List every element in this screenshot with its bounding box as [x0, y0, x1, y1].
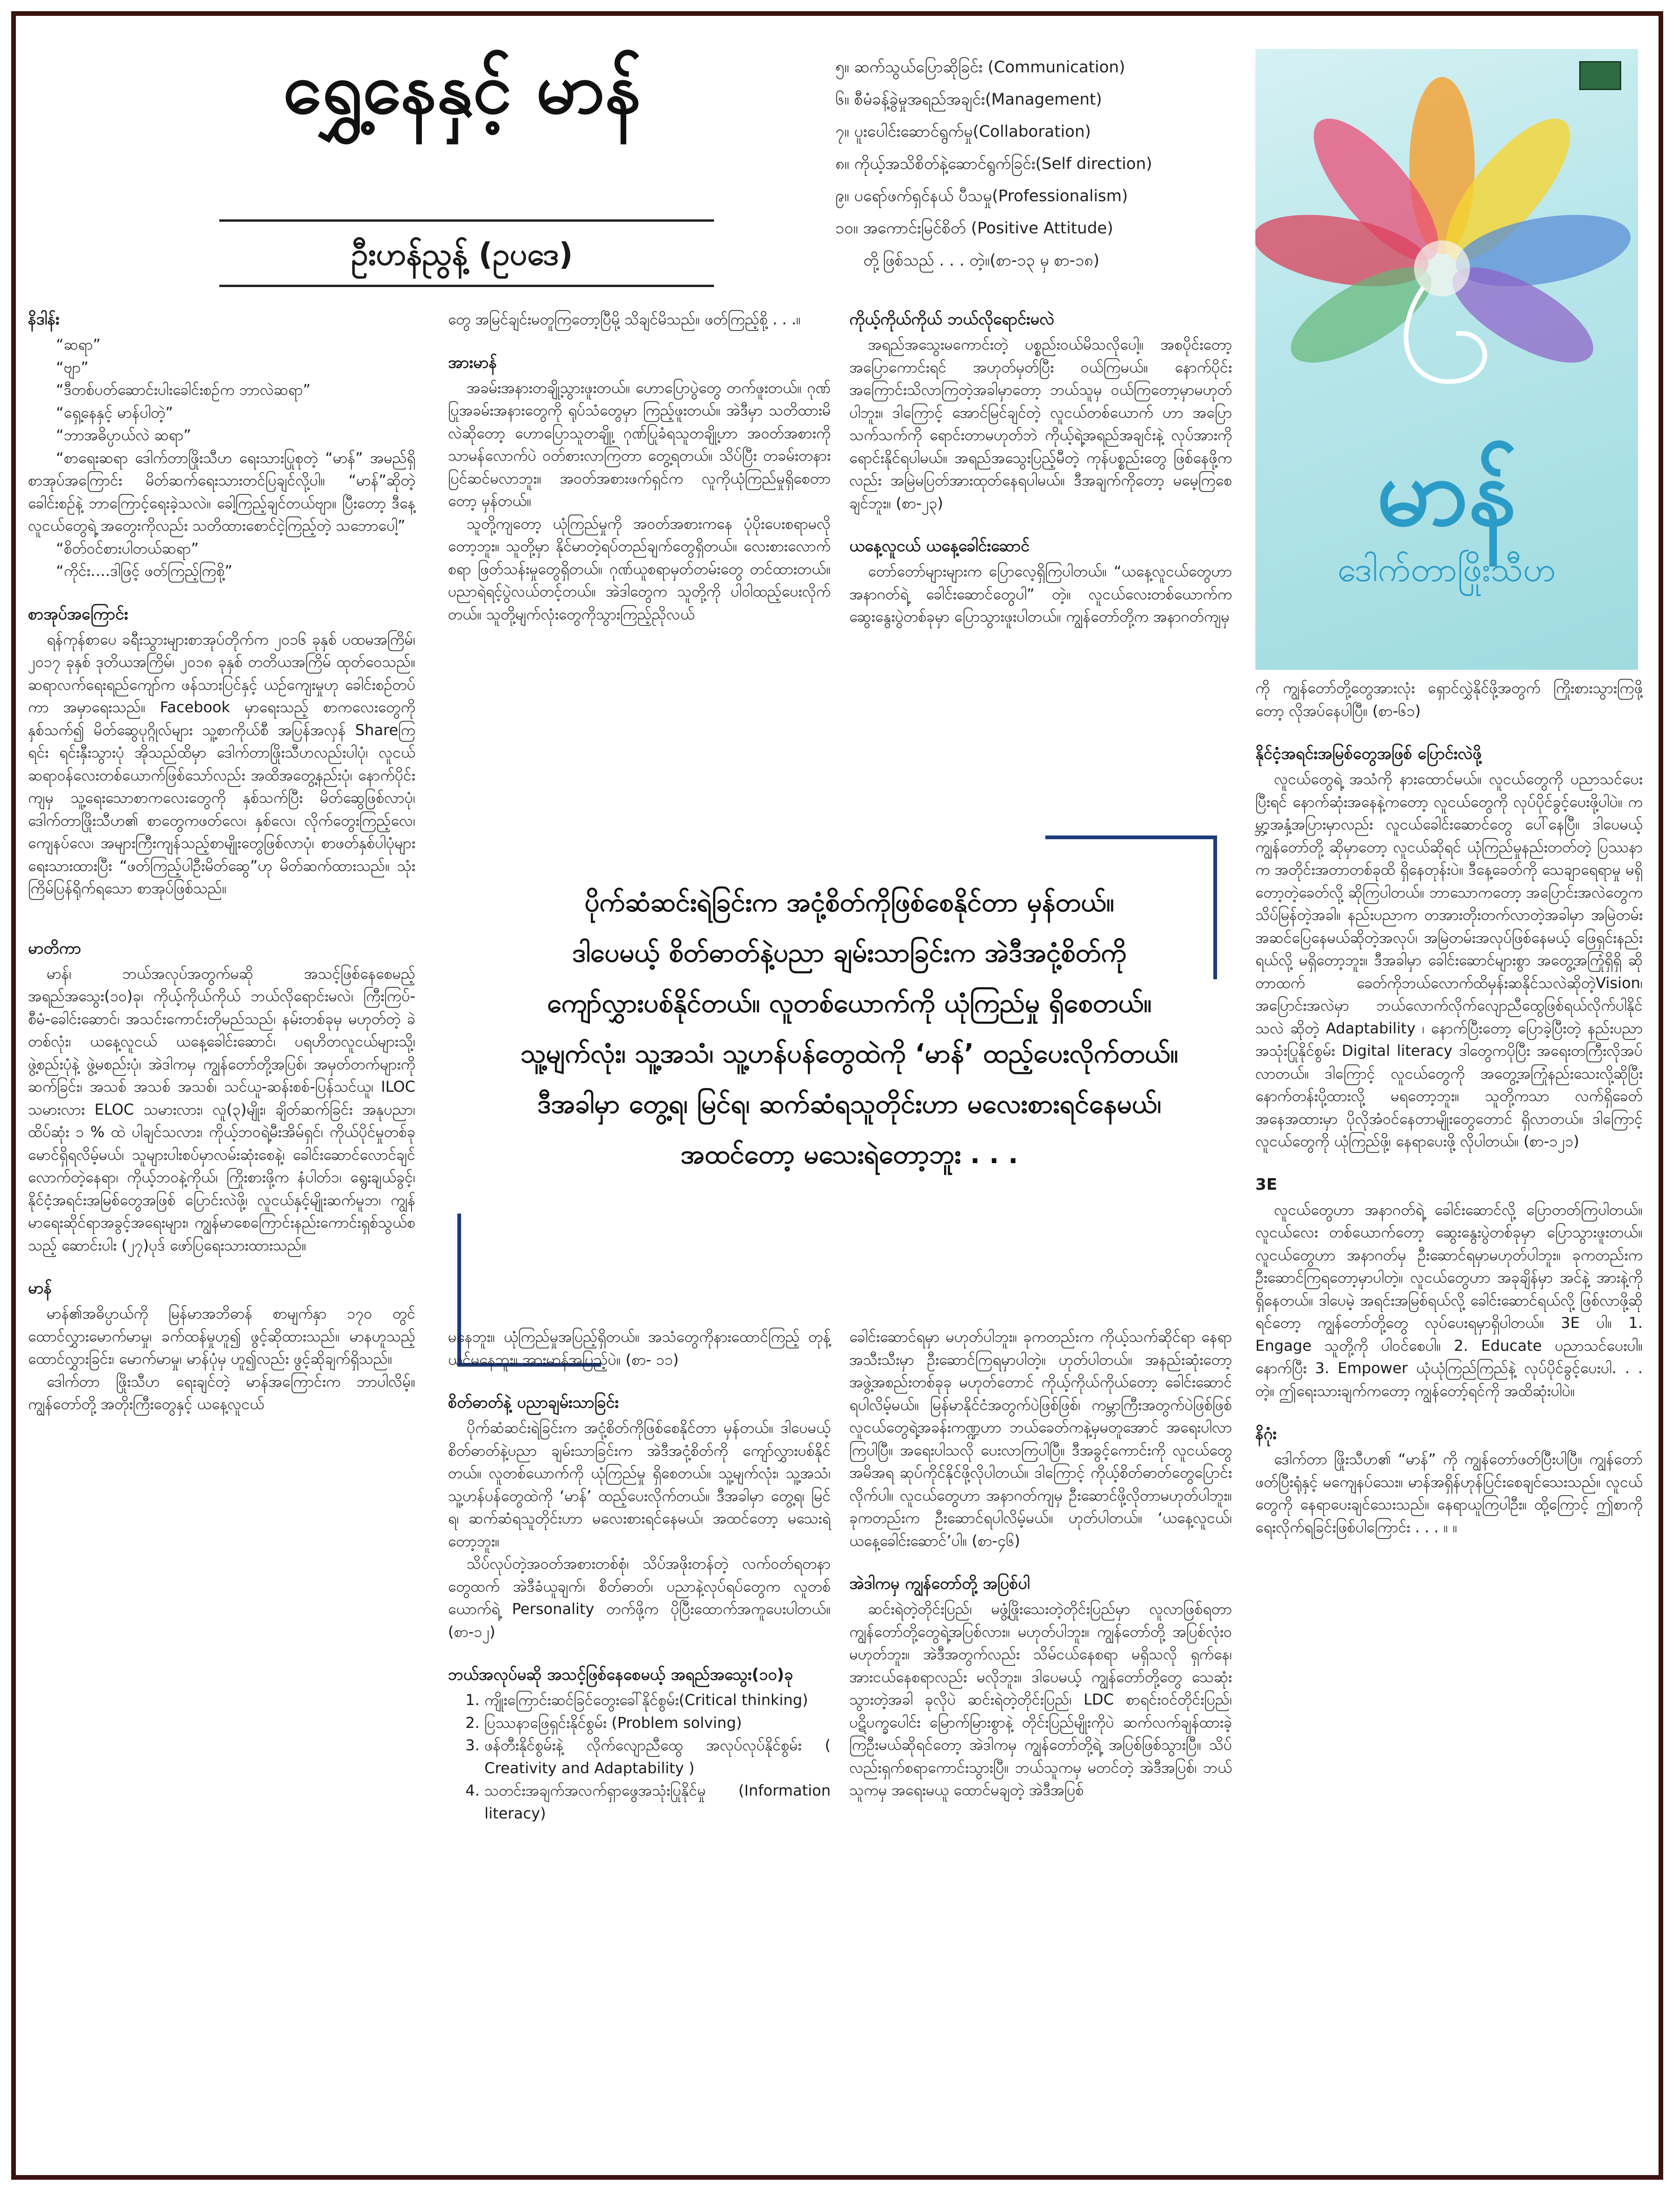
- dialogue-line: “စိတ်ဝင်စားပါတယ်ဆရာ”: [56, 539, 199, 557]
- title-rule-bottom: [219, 285, 714, 287]
- pull-quote-line: သူ့မျက်လုံး၊ သူ့အသံ၊ သူ့ဟန်ပန်တွေထဲကို ‘မာန်’ ထည့်ပေးလိုက်တယ်။: [520, 1039, 1178, 1069]
- section-heading-sell: ကိုယ့်ကိုယ်ကိုယ် ဘယ်လိုရောင်းမလဲ: [849, 310, 1055, 329]
- toc-item: ၁၀။ အကောင်းမြင်စိတ် (Positive Attitude): [835, 219, 1113, 238]
- qualities-list-continued: [835, 51, 1246, 277]
- section-heading-qualities: ဘယ်အလုပ်မဆို အသင့်ဖြစ်နေစေမယ့် အရည်အသွေး(၁၀)ခု: [448, 1665, 793, 1684]
- section-heading-fault: အဲဒါကမှ ကျွန်တော်တို့ အပြစ်ပါ: [849, 1574, 1030, 1593]
- toc-item: ၉။ ပရော်ဖက်ရှင်နယ် ပီသမှု(Professionalism): [835, 187, 1128, 205]
- column-1: [28, 308, 415, 1416]
- list-item: 3. ဖန်တီးနိုင်စွမ်းနဲ့ လိုက်လျောညီထွေ အလုပ်လုပ်နိုင်စွမ်း ( Creativity and Adaptability ): [484, 1734, 831, 1779]
- section-heading-arrogance: အားမာန်: [448, 353, 497, 372]
- body-paragraph: မာန်၏အဓိပ္ပာယ်ကို မြန်မာအဘိဓာန် စာမျက်နှာ ၁၇၀ တွင် ထောင်လွှားမောက်မာမှု၊ ခက်ထန်မှုဟူ၍ ဖွင့်ဆိုထားသည်။ မာနဟူသည့် ထောင်လွှားခြင်း၊ မောက်မာမှု၊ မာန်ပုံမှ ဟူ၍လည်း ဖွင့်ဆိုချက်ရှိသည်။: [28, 1305, 415, 1368]
- section-heading-3e: 3E: [1255, 1175, 1277, 1194]
- pull-quote-line: ဒါပေမယ့် စိတ်ဓာတ်နဲ့ပညာ ချမ်းသာခြင်းက အဲဒီအငုံ့စိတ်ကို: [572, 938, 1127, 968]
- body-paragraph: တွေ အမြင်ချင်းမတူကြတော့ပြီမို့ သိချင်မိသည်။ ဖတ်ကြည့်စို့ . . .။: [448, 310, 801, 328]
- body-paragraph: လူငယ်တွေဟာ အနာဂတ်ရဲ့ ခေါင်းဆောင်လို့ ပြောတတ်ကြပါတယ်။ လူငယ်လေး တစ်ယောက်တော့ ဆွေးနွေးပွဲတစ်ခုမှာ ပြောသွားဖူးတယ်။ လူငယ်တွေဟာ အနာဂတ်မှ ဦးဆောင်ရမှာမဟုတ်ပါဘူး။ ခုကတည်းက ဦးဆောင်ကြရတော့မှာပါတဲ့။ လူငယ်တွေဟာ အခုချိန်မှာ အင်နဲ့ အားနဲ့ကို ရှိနေတယ်။ ဒါပေမဲ့ အရင်းအမြစ်ရယ်လို့ ခေါင်းဆောင်ရယ်လို့ ဖြစ်လာဖို့ဆိုရင်တော့ ကျွန်တော်တို့တွေ လုပ်ပေးရမှာရှိပါတယ်။ 3E ပါ။ 1. Engage သူတို့ကို ပါဝင်စေပါ။ 2. Educate ပညာသင်ပေးပါ။ နောက်ပြီး 3. Empower ယုံယုံကြည်ကြည်နဲ့ လုပ်ပိုင်ခွင့်ပေးပါ. . . တဲ့။ ဤရေးသားချက်ကတော့ ကျွန်တော့်ရင်ကို အထိဆုံးပါပဲ။: [1255, 1200, 1643, 1400]
- body-paragraph: ရန်ကုန်စာပေ ခရီးသွားများစာအုပ်တိုက်က ၂၀၁၆ ခုနှစ် ပထမအကြိမ်၊ ၂၀၁၇ ခုနှစ် ဒုတိယအကြိမ်၊ ၂၀၁၈ ခုနှစ် တတိယအကြိမ် ထုတ်ဝေသည်။ ဆရာလက်ရေးရည်ကျော်က ဖန်သားပြင်နှင့် ယဉ်ကျေးမှုဟု ခေါင်းစဉ်တပ်ကာ အမှာရေးသည်။ Facebook မှာရေးသည့် စာကလေးတွေကို နှစ်သက်၍ မိတ်ဆွေပုဂ္ဂိုလ်များ သူ့စာကိုယ်စီ အပြန်အလှန် Shareကြရင်း ရင်းနှီးသွားပုံ အိုသည်ထိမှာ ဒေါက်တာဖြိုးသီဟလည်းပါပုံ၊ လူငယ်ဆရာဝန်လေးတစ်ယောက်ဖြစ်သော်လည်း အထိအတွေ့နည်းပုံ၊ နောက်ပိုင်းကျမှ သူ့ရေးသောစာကလေးတွေကို နှစ်သက်ပြီး မိတ်ဆွေဖြစ်လာပုံ၊ ဒေါက်တာဖြိုးသီဟ၏ စာတွေကဖတ်လေ၊ နှစ်လေ၊ လိုက်တွေးကြည့်လေ၊ ကျေနပ်လေ၊ အများကြီးကျန်သည့်စာမျိုးတွေဖြစ်လာပုံ၊ စာဖတ်နှစ်ပါပုံများ ရေးသားထားပြီး “ဖတ်ကြည့်ပါဦးမိတ်ဆွေ”ဟု မိတ်ဆက်ထားသည်။ သုံးကြိမ်ပြန်ရိုက်ရသော စာအုပ်ဖြစ်သည်။: [28, 630, 415, 897]
- body-paragraph: အရည်အသွေးမကောင်းတဲ့ ပစ္စည်းဝယ်မိသလိုပေါ့။ အစပိုင်းတော့ အပြောကောင်းရင် အဟုတ်မှတ်ပြီး ဝယ်ကြမယ်။ နောက်ပိုင်း အကြောင်းသိလာကြတဲ့အခါမှာတော့ ဘယ်သူမှ ဝယ်ကြတော့မှာမဟုတ်ပါဘူး။ ဒါကြောင့် အောင်မြင်ချင်တဲ့ လူငယ်တစ်ယောက် ဟာ အပြောသက်သက်ကို ရောင်းတာမဟုတ်ဘဲ ကိုယ့်ရဲ့အရည်အချင်းနဲ့ လုပ်အားကိုရောင်းနိုင်ရပါမယ်။ အရည်အသွေးပြည့်မီတဲ့ ကုန်ပစ္စည်းတွေ ဖြစ်နေဖို့ကလည်း အမြဲမပြတ်အားထုတ်နေရပါမယ်။ ဒီအချက်ကိုတော့ မမေ့ကြစေချင်ဘူး။ (စာ-၂၃): [849, 336, 1232, 512]
- article-byline: ဦးဟန်ညွန့် (ဥပဒေ): [351, 236, 573, 272]
- column-2-bottom: [448, 1326, 831, 1825]
- dialogue-line: “ကိုင်း….ဒါဖြင့် ဖတ်ကြည့်ကြစို့”: [56, 562, 233, 580]
- cover-title: မာန်: [1377, 438, 1517, 547]
- body-paragraph: သိပ်လုပ်တဲ့အဝတ်အစားတစ်စုံ၊ သိပ်အဖိုးတန်တဲ့ လက်ဝတ်ရတနာတွေထက် အဲဒီခံယူချက်၊ စိတ်ဓာတ်၊ ပညာနဲ့လုပ်ရပ်တွေက လူတစ်ယောက်ရဲ့ Personality တက်ဖို့က ပိုပြီးထောက်အကူပေးပါတယ်။ (စာ-၁၂): [448, 1555, 831, 1641]
- body-paragraph: တော်တော်များများက ပြောလေ့ရှိကြပါတယ်။ “ယနေ့လူငယ်တွေဟာ အနာဂတ်ရဲ့ ခေါင်းဆောင်တွေပါ” တဲ့။ လူငယ်လေးတစ်ယောက်က ဆွေးနွေးပွဲတစ်ခုမှာ ပြောသွားဖူးပါတယ်။ ကျွန်တော်တို့က အနာဂတ်ကျမှ: [849, 562, 1232, 625]
- list-item: 2. ပြဿနာဖြေရှင်းနိုင်စွမ်း (Problem solving): [484, 1712, 831, 1734]
- list-item: 4. သတင်းအချက်အလက်ရှာဖွေအသုံးပြုနိုင်မှု (Information literacy): [484, 1779, 831, 1825]
- column-3-bottom: [849, 1326, 1232, 1802]
- dialogue-line: “ဗျာ”: [56, 358, 89, 376]
- section-heading-maan: မာန်: [28, 1279, 52, 1298]
- list-item: 1. ကျိုးကြောင်းဆင်ခြင်တွေးခေါ်နိုင်စွမ်း(Critical thinking): [484, 1689, 831, 1712]
- section-heading-book: စာအုပ်အကြောင်း: [28, 604, 128, 624]
- body-paragraph: မနေဘူး။ ယုံကြည်မှုအပြည့်ရှိတယ်။ အသံတွေကိုနားထောင်ကြည့် တုန့်ယင်မနေဘူး။ အားမာန်အပြည့်ပဲ။ (စာ- ၁၁): [448, 1328, 831, 1369]
- section-heading-contents: မာတိကာ: [28, 939, 81, 958]
- cover-author: ဒေါက်တာဖြိုးသီဟ: [1337, 550, 1556, 589]
- qualities-list: [448, 1689, 831, 1825]
- pull-quote-line: ဒီအခါမှာ တွေ့ရ၊ မြင်ရ၊ ဆက်ဆံရသူတိုင်းဟာ မလေးစားရင်နေမယ်၊: [537, 1089, 1162, 1119]
- dialogue-line: “ဘာအဓိပ္ပာယ်လဲ ဆရာ”: [56, 426, 191, 444]
- article-title: ရွှေ့နေနှင့် မာန်: [283, 48, 641, 129]
- pull-quote: [495, 877, 1204, 1180]
- body-paragraph: ခေါင်းဆောင်ရမှာ မဟုတ်ပါဘူး။ ခုကတည်းက ကိုယ့်သက်ဆိုင်ရာ နေရာအသီးသီးမှာ ဦးဆောင်ကြရမှာပါတဲ့။ ဟုတ်ပါတယ်။ အနည်းဆုံးတော့ အဖွဲ့အစည်းတစ်ခုခု မဟုတ်တောင် ကိုယ့်ကိုယ်ကိုယ်တော့ ခေါင်းဆောင်ရပါလိမ့်မယ်။ မြန်မာနိုင်ငံအတွက်ပဲဖြစ်ဖြစ်၊ ကမ္ဘာကြီးအတွက်ပဲဖြစ်ဖြစ် လူငယ်တွေရဲ့အခန်းကဏ္ဍဟာ ဘယ်ခေတ်ကနဲ့မှမတူအောင် အရေးပါလာကြပါပြီ။ အရေးပါသလို ပေးလာကြပါပြီ။ ဒီအခွင့်ကောင်းကို လူငယ်တွေ အမိအရ ဆုပ်ကိုင်နိုင်ဖို့လိုပါတယ်။ ဒါကြောင့် ကိုယ့်စိတ်ဓာတ်တွေပြောင်းလိုက်ပါ။ လူငယ်တွေဟာ အနာဂတ်ကျမှ ဦးဆောင်ဖို့လိုတာမဟုတ်ပါဘူး။ ခုကတည်းက ဦးဆောင်ရပါလိမ့်မယ်။ ဟုတ်ပါတယ်။ ‘ယနေ့လူငယ်၊ ယနေ့ခေါင်းဆောင်’ပါ။ (စာ-၄၆): [849, 1328, 1232, 1550]
- body-paragraph: ဒေါက်တာ ဖြိုးသီဟ ရေးချင်တဲ့ မာန်အကြောင်းက ဘာပါလိမ့်။ ကျွန်တော်တို့ အတိုးကြီးတွေနှင့် ယနေ့လူငယ်: [28, 1372, 415, 1413]
- flower-illustration: [1255, 49, 1638, 469]
- section-heading-resources: နိုင်ငံ့အရင်းအမြစ်တွေအဖြစ် ပြောင်းလဲဖို့: [1255, 744, 1482, 763]
- pull-quote-line: ပိုက်ဆံဆင်းရဲခြင်းက အငုံ့စိတ်ကိုဖြစ်စေနိုင်တာ မှန်တယ်။: [584, 887, 1114, 918]
- body-paragraph: မာန်၊ ဘယ်အလုပ်အတွက်မဆို အသင့်ဖြစ်နေစေမည့် အရည်အသွေး(၁၀)ခု၊ ကိုယ့်ကိုယ်ကိုယ် ဘယ်လိုရောင်းမလဲ၊ ကြီးကြပ်-စီမံ-ခေါင်းဆောင်၊ အသင်းကောင်းတိုမည်သည်၊ နမ်းတစ်ခုမှ မဟုတ်တဲ့ ခဲတစ်လုံး၊ ယနေ့လူငယ် ယနေ့ခေါင်းဆောင်၊ ပရဟိတလူငယ်များသို့၊ ဖွဲ့စည်းပုံနဲ့ ဖွဲ့မစည်းပုံ၊ အဲဒါကမှ ကျွန်တော်တို့အပြစ်၊ အမှတ်တက်များကိုဆက်ခြင်း၊ အသစ် အသစ် အသစ်၊ သင်ယူ-ဆန်းစစ်-ပြန်သင်ယူ၊ ILOC သမားလား ELOC သမားလား၊ လူ(၃)မျိုး၊ ချိတ်ဆက်ခြင်း အနုပညာ၊ ထိပ်ဆုံး ၁ % ထဲ ပါချင်သလား၊ ကိုယ့်ဘဝရဲ့မီးအိမ်ရှင်၊ ကိုယ်ပိုင်မှုတစ်ခုမောင်ရှိရလိမ့်မယ်၊ သူများပါးစပ်မှာလမ်းဆုံးစေနဲ့၊ ခေါင်းဆောင်လောင်ချင်လောက်တဲ့နေရာ၊ ကိုယ့်ဘဝနဲ့ကိုယ်၊ ကြိုးစားဖို့က နံပါတ်၁၊ ရွေးချယ်ခွင့်၊ နိုင်ငံ့အရင်းအမြစ်တွေအဖြစ် ပြောင်းလဲဖို့၊ လူငယ်နှင့်မျိုးဆက်မူဘ၊ ကျွန်မာရေးဆိုင်ရာအခွင့်အရေးများ၊ ကျွန်မာစေကြောင်းနည်းကောင်းရှစ်သွယ်စသည့် ဆောင်းပါး (၂၇)ပုဒ် ဖော်ပြရေးသားထားသည်။: [28, 964, 415, 1254]
- dialogue-line: “ရှေ့နေနှင့် မာန်ပါတဲ့”: [56, 403, 173, 421]
- pull-quote-line: အထင်တော့ မသေးရဲတော့ဘူး . . .: [680, 1139, 1018, 1170]
- section-heading-youth: ယနေ့လူငယ် ယနေ့ခေါင်းဆောင်: [849, 537, 1030, 555]
- column-3-top: [849, 308, 1232, 628]
- toc-item: ၇။ ပူးပေါင်းဆောင်ရွက်မှု(Collaboration): [835, 122, 1091, 141]
- section-heading-ending: နိဂုံး: [1255, 1425, 1277, 1443]
- body-paragraph: အခမ်းအနားတချို့သွားဖူးတယ်။ ဟောပြောပွဲတွေ တက်ဖူးတယ်။ ဂုဏ်ပြုအခမ်းအနားတွေကို ရုပ်သံတွေမှာ ကြည့်ဖူးတယ်။ အဲဒီမှာ သတိထားမိလဲဆိုတော့ ဟောပြောသူတချို့၊ ဂုဏ်ပြုခံရသူတချို့ဟာ အဝတ်အစားကို သာမန်လောက်ပဲ ဝတ်စားလာကြတာ တွေ့ရတယ်။ သိပ်ပြီး တခမ်းတနား ပြင်ဆင်မလာဘူး။ အဝတ်အစားဖက်ရှင်က လူကိုယုံကြည်မှုရှိစေတာတော့ မှန်တယ်။: [448, 379, 831, 510]
- pull-quote-line: ကျော်လွှားပစ်နိုင်တယ်။ လူတစ်ယောက်ကို ယုံကြည်မှု ရှိစေတယ်။: [547, 988, 1152, 1018]
- toc-item: ၈။ ကိုယ့်အသိစိတ်နဲ့ဆောင်ရွက်ခြင်း(Self direction): [835, 154, 1152, 173]
- toc-item: ၆။ စီမံခန့်ခွဲမှုအရည်အချင်း(Management): [835, 90, 1102, 109]
- body-paragraph: ပိုက်ဆံဆင်းရဲခြင်းက အငုံ့စိတ်ကိုဖြစ်စေနိုင်တာ မှန်တယ်။ ဒါပေမယ့် စိတ်ဓာတ်နဲ့ပညာ ချမ်းသာခြင်းက အဲဒီအငုံ့စိတ်ကို ကျော်လွှားပစ်နိုင်တယ်။ လူတစ်ယောက်ကို ယုံကြည်မှု ရှိစေတယ်။ သူ့မျက်လုံး၊ သူ့အသံ၊ သူ့ဟန်ပန်တွေထဲကို ‘မာန်’ ထည့်ပေးလိုက်တယ်။ ဒီအခါမှာ တွေ့ရ၊ မြင်ရ၊ ဆက်ဆံရသူတိုင်းဟာ မလေးစားရင်နေမယ်၊ အထင်တော့ မသေးရဲတော့ဘူး။: [448, 1419, 831, 1550]
- section-heading-intro: နိဒါန်း: [28, 310, 60, 329]
- column-2-top: [448, 308, 831, 625]
- body-paragraph: ဆင်းရဲတဲ့တိုင်းပြည်၊ မဖွံ့ဖြိုးသေးတဲ့တိုင်းပြည်မှာ လူလာဖြစ်ရတာ ကျွန်တော်တို့တွေရဲ့အပြစ်လား။ မဟုတ်ပါဘူး။ ကျွန်တော်တို့ အပြစ်လုံးဝမဟုတ်ဘူး။ အဲဒီအတွက်လည်း သိမ်ငယ်နေစရာ မရှိသလို ရှက်နေ၊ အားငယ်နေစရာလည်း မလိုဘူး။ ဒါပေမယ့် ကျွန်တော်တို့တွေ သေဆုံးသွားတဲ့အခါ ခုလိုပဲ ဆင်းရဲတဲ့တိုင်းပြည်၊ LDC စာရင်းဝင်တိုင်းပြည်၊ ပဋိပက္ခပေါင်း မြောက်မြားစွာနဲ့ တိုင်းပြည်မျိုးကိုပဲ ဆက်လက်ချန်ထားခဲ့ကြဦးမယ်ဆိုရင်တော့ အဲဒါကမှ ကျွန်တော်တို့ရဲ့ အပြစ်ဖြစ်သွားပြီ။ သိပ်လည်းရှက်စရာကောင်းသွားပြီ။ ဘယ်သူကမှ မတင်တဲ့ အဲဒီအပြစ်၊ ဘယ်သူကမှ အရေးမယူ ထောင်မချတဲ့ အဲဒီအပြစ်: [849, 1600, 1232, 1799]
- title-rule-top: [219, 219, 714, 222]
- body-paragraph: ကို ကျွန်တော်တို့တွေအားလုံး ရှောင်လွှဲနိုင်ဖို့အတွက် ကြိုးစားသွားကြဖို့တော့ လိုအပ်နေပါပြီ။ (စာ-၆၁): [1255, 679, 1643, 720]
- section-heading-wisdom: စိတ်ဓာတ်နဲ့ ပညာချမ်းသာခြင်း: [448, 1393, 619, 1412]
- column-4: [1255, 677, 1643, 1538]
- body-paragraph: သူတို့ကျတော့ ယုံကြည်မှုကို အဝတ်အစားကနေ ပုံပိုးပေးစရာမလိုတော့ဘူး။ သူတို့မှာ နိုင်မာတဲ့ရပ်တည်ချက်တွေရှိတယ်။ လေးစားလောက်စရာ ဖြတ်သန်းမှုတွေရှိတယ်။ ဂုဏ်ယူစရာမှတ်တမ်းတွေ တင်ထားတယ်။ ပညာရဲရင့်ပွဲလယ်တင့်တယ်။ အဲဒါတွေက သူတို့ကို ပါဝါထည့်ပေးလိုက်တယ်။ သူတို့မျက်လုံးတွေကိုသွားကြည့်ညိုလယ်: [448, 514, 831, 623]
- body-paragraph: “စာရေးဆရာ ဒေါက်တာဖြိုးသီဟ ရေးသားပြုစုတဲ့ “မာန်” အမည်ရှိ စာအုပ်အကြောင်း မိတ်ဆက်ရေးသားတင်ပြချင်လို့ပါ။ “မာန်”ဆိုတဲ့ခေါင်းစဉ်နဲ့ ဘာကြောင့်ရေးခဲ့သလဲ။ ခေါ့ကြည့်ချင်တယ်ဗျာ။ ပြီးတော့ ဒီနေ့လူငယ်တွေရဲ့ အတွေးကိုလည်း သတိထားစောင်ငဲ့ကြည့်တဲ့ သဘောပေါ့”: [28, 449, 415, 534]
- toc-item: ၅။ ဆက်သွယ်ပြောဆိုခြင်း (Communication): [835, 58, 1125, 77]
- toc-item: တို့ဖြစ်သည် . . . တဲ့။(စာ-၁၃ မှ စာ-၁၈): [863, 251, 1099, 270]
- dialogue-line: “ဒီတစ်ပတ်ဆောင်းပါးခေါင်းစဉ်က ဘာလဲဆရာ”: [56, 381, 311, 399]
- dialogue-line: “ဆရာ”: [56, 336, 101, 353]
- body-paragraph: လူငယ်တွေရဲ့ အသံကို နားထောင်မယ်။ လူငယ်တွေကို ပညာသင်ပေးပြီးရင် နောက်ဆုံးအနေနဲ့ကတော့ လူငယ်တွေကို လုပ်ပိုင်ခွင့်ပေးဖို့ပါပဲ။ ကမ္ဘာ့အနှံ့အပြားမှာလည်း လူငယ်ခေါင်းဆောင်တွေ ပေါ်နေပြီ။ ဒါပေမယ့် ကျွန်တော်တို့ ဆိုမှာတော့ လူငယ်ဆိုရင် ယုံကြည်မှုနည်းတတ်တဲ့ ပြဿနာက အတိုင်းအတာတစ်ခုထိ ရှိနေတုန်းပဲ။ ဒီနေ့ခေတ်ကို သေချာရေရာမှု မရှိတော့တဲ့ခေတ်လို့ ဆိုကြပါတယ်။ ဘာသောကတော့ အပြောင်းအလဲတွေက သိပ်မြန်တဲ့အခါ။ နည်းပညာက တအားတိုးတက်လာတဲ့အခါမှာ အမြဲတမ်း အဆင်ပြေနေမယ်ဆိုတဲ့အလုပ်၊ အမြဲတမ်းအလုပ်ဖြစ်နေမယ့် ဖြေရှင်းနည်းရယ်လို့ မရှိတော့ဘူး။ ဒီအခါမှာ ခေါင်းဆောင်များစွာ အတွေ့အကြုံရှိရှိ ဆိုတာထက် ခေတ်ကိုဘယ်လောက်ထိမှန်းဆနိုင်သလဲဆိုတဲ့Vision၊ အပြောင်းအလဲမှာ ဘယ်လောက်လိုက်လျောညီထွေဖြစ်ရယ်လိုက်ပါနိုင်သလဲ ဆိုတဲ့ Adaptability ၊ နောက်ပြီးတော့ ပြောခဲ့ပြီးတဲ့ နည်းပညာအသုံးပြုနိုင်စွမ်း Digital literacy ဒါတွေကပိုပြီး အရေးတကြီးလိုအပ်လာတယ်။ ဒါကြောင့် လူငယ်တွေကို အတွေ့အကြုံနည်းသေးလို့ဆိုပြီး နောက်တန်းပို့ထားလို့ မရတော့ဘူး။ သူတို့ကသာ လက်ရှိခေတ် အနေအထားမှာ ပိုလိုအံဝင်နေတာမျိုးတွေတောင် ရှိလာတယ်။ ဒါကြောင့် လူငယ်တွေကို ယုံကြည်ဖို့၊ နေရာပေးဖို့ လိုပါတယ်။ (စာ-၁၂၁): [1255, 770, 1643, 1150]
- book-cover: [1255, 49, 1638, 670]
- body-paragraph: ဒေါက်တာ ဖြိုးသီဟ၏ “မာန်” ကို ကျွန်တော်ဖတ်ပြီးပါပြီ။ ကျွန်တော်ဖတ်ပြီးရုံနှင့် မကျေနပ်သေး။ မာန်အရှိန်ဟုန်ပြင်းစေချင်သေးသည်။ လူငယ်တွေကို နေရာပေးချင်သေးသည်။ နေရာယူကြပါဦး။ ထို့ကြောင့် ဤစာကို ရေးလိုက်ရခြင်းဖြစ်ပါကြောင်း . . . ။ ။: [1255, 1450, 1643, 1536]
